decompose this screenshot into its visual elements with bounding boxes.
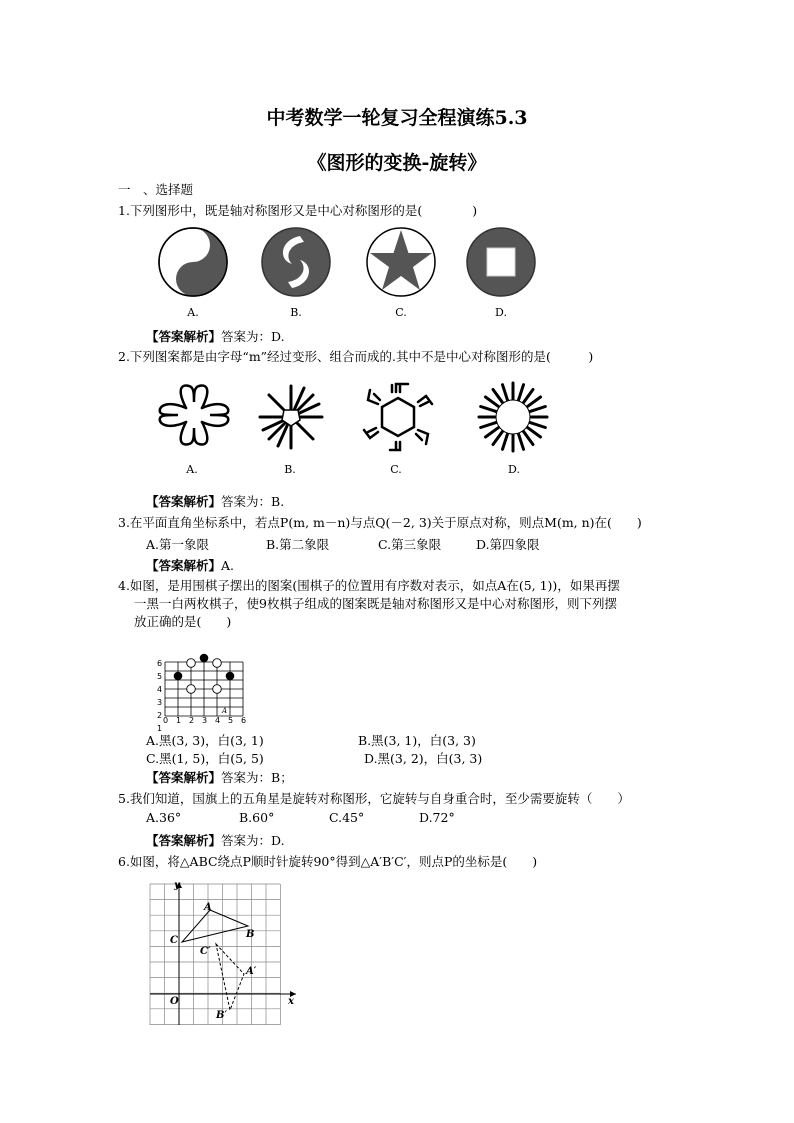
q1-figure-a <box>157 226 229 298</box>
q5-option-d: D.72° <box>419 810 455 825</box>
q1-label-a: A. <box>187 306 199 319</box>
q2-answer-text: 答案为：B. <box>221 494 285 509</box>
x-tick: 3 <box>202 716 208 725</box>
point-a-label: A <box>222 707 228 715</box>
spoke-stroke <box>530 406 545 411</box>
black-stone <box>200 654 209 663</box>
q5-option-c: C.45° <box>329 810 365 825</box>
q3-answer-text: A. <box>221 558 235 573</box>
spoke-stroke <box>519 434 524 449</box>
q5-option-a: A.36° <box>146 810 182 825</box>
spoke-stroke <box>524 389 533 402</box>
q2-figure-c <box>362 382 434 452</box>
answer-tag: 【答案解析】 <box>146 833 222 848</box>
q1-answer <box>146 327 285 345</box>
y-axis-label: y <box>174 880 180 891</box>
q2-stem: 2.下列图案都是由字母“m”经过变形、组合而成的.其中不是中心对称图形的是( ) <box>118 349 594 364</box>
point-b-prime-label: B′ <box>216 1010 228 1021</box>
spoke-stroke <box>481 406 496 411</box>
q1-figure-b <box>260 226 332 298</box>
q4-stem-line2: 一黑一白两枚棋子，使9枚棋子组成的图案既是轴对称图形又是中心对称图形，则下列摆 <box>134 596 617 611</box>
page-title: 中考数学一轮复习全程演练5.3 <box>266 107 528 129</box>
point-a-label: A <box>204 902 212 913</box>
q4-stem-line1: 4.如图，是用围棋子摆出的图案(围棋子的位置用有序数对表示，如点A在(5, 1))，如果再摆 <box>118 578 620 593</box>
spoke-stroke <box>502 434 507 449</box>
q2-label-b: B. <box>284 463 296 476</box>
x-tick: 6 <box>241 716 247 725</box>
q5-option-b: B.60° <box>239 810 275 825</box>
spoke-stroke <box>485 397 498 406</box>
white-stone <box>187 685 196 694</box>
q3-answer <box>146 556 234 574</box>
q4-option-d: D.黑(3, 2)，白(3, 3) <box>364 751 483 766</box>
q3-option-b: B.第二象限 <box>266 537 330 552</box>
answer-tag: 【答案解析】 <box>146 558 222 573</box>
q2-label-d: D. <box>508 463 520 476</box>
q5-answer-text: 答案为：D. <box>221 833 285 848</box>
q1-label-b: B. <box>290 306 302 319</box>
x-tick: 2 <box>189 716 195 725</box>
x-tick: 5 <box>228 716 234 725</box>
y-tick: 6 <box>157 659 163 668</box>
q2-figure-b <box>256 382 326 452</box>
q3-option-d: D.第四象限 <box>476 537 540 552</box>
q1-figure-d <box>465 226 537 298</box>
spoke-stroke <box>502 385 507 400</box>
answer-tag: 【答案解析】 <box>146 770 222 785</box>
spoke-stroke <box>528 428 541 437</box>
q3-option-c: C.第三象限 <box>378 537 442 552</box>
q4-stem-line3: 放正确的是( ) <box>134 614 232 629</box>
answer-tag: 【答案解析】 <box>146 329 222 344</box>
white-stone <box>213 659 222 668</box>
q1-stem: 1.下列图形中，既是轴对称图形又是中心对称图形的是( ) <box>118 203 478 218</box>
q4-option-b: B.黑(3, 1)，白(3, 3) <box>358 733 476 748</box>
black-stone <box>174 672 183 681</box>
y-tick: 1 <box>157 723 163 733</box>
spoke-stroke <box>528 397 541 406</box>
q2-figure-a <box>156 382 232 448</box>
q4-answer <box>146 768 293 786</box>
answer-tag: 【答案解析】 <box>146 494 222 509</box>
point-b-label: B <box>246 929 255 940</box>
q1-figure-c <box>365 226 437 298</box>
spoke-stroke <box>481 423 496 428</box>
y-tick: 3 <box>157 697 163 707</box>
spoke-stroke <box>519 385 524 400</box>
spoke-stroke <box>530 423 545 428</box>
x-tick: 1 <box>176 716 182 725</box>
spoke-stroke <box>493 389 502 402</box>
q2-figure-d <box>475 380 551 454</box>
q3-option-a: A.第一象限 <box>146 537 210 552</box>
q2-answer <box>146 492 284 510</box>
section-heading: 一 、选择题 <box>118 182 194 197</box>
point-c-prime-label: C′ <box>200 946 211 957</box>
y-tick: 5 <box>157 671 163 681</box>
q4-answer-text: 答案为：B； <box>221 770 293 785</box>
q6-coordinate-figure <box>146 880 306 1030</box>
x-tick: 4 <box>215 716 221 725</box>
q2-label-c: C. <box>390 463 402 476</box>
q3-stem: 3.在平面直角坐标系中，若点P(m, m－n)与点Q(－2, 3)关于原点对称，则点M(m, n)在( ) <box>118 515 642 530</box>
white-stone <box>213 685 222 694</box>
spoke-stroke <box>485 428 498 437</box>
page-subtitle: 《图形的变换-旋转》 <box>307 152 487 174</box>
x-axis-label: x <box>288 996 294 1007</box>
black-stone <box>226 672 235 681</box>
q1-answer-text: 答案为：D. <box>221 329 285 344</box>
spoke-stroke <box>524 432 533 445</box>
q6-stem: 6.如图，将△ABC绕点P顺时针旋转90°得到△A′B′C′，则点P的坐标是( ) <box>118 854 538 869</box>
white-stone <box>187 659 196 668</box>
q5-answer <box>146 831 285 849</box>
x-tick: 0 <box>163 716 169 725</box>
q1-label-c: C. <box>395 306 407 319</box>
point-c-label: C <box>170 935 178 946</box>
origin-label: O <box>170 996 179 1007</box>
q2-label-a: A. <box>186 463 198 476</box>
q4-y-axis-ticks <box>157 658 162 735</box>
point-a-prime-label: A′ <box>246 966 257 977</box>
q4-option-a: A.黑(3, 3)，白(3, 1) <box>146 733 264 748</box>
q4-option-c: C.黑(1, 5)，白(5, 5) <box>146 751 264 766</box>
spoke-stroke <box>493 432 502 445</box>
y-tick: 4 <box>157 684 163 694</box>
y-tick: 2 <box>157 710 163 720</box>
q5-stem: 5.我们知道，国旗上的五角星是旋转对称图形，它旋转与自身重合时，至少需要旋转（ ） <box>118 791 630 806</box>
q1-label-d: D. <box>495 306 507 319</box>
